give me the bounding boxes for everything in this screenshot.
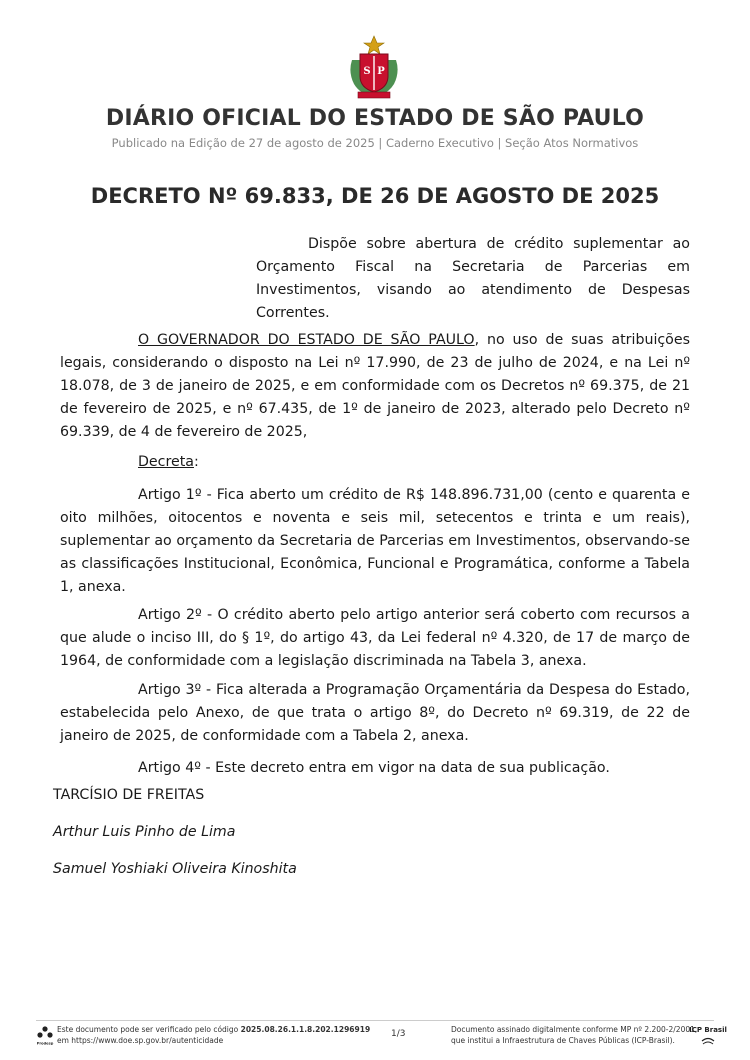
emblem-letter-s: S [363,66,371,77]
signed-line-1: Documento assinado digitalmente conforme MP nº 2.200-2/2001, [451,1025,698,1034]
verify-code: 2025.08.26.1.1.8.202.1296919 [240,1025,371,1034]
icp-brasil-logo-icon [689,1023,727,1047]
verify-url[interactable]: em https://www.doe.sp.gov.br/autenticidade [57,1036,224,1045]
page-number: 1/3 [391,1029,406,1039]
preamble-text: , no uso de suas atribuições legais, considerando o disposto na Lei nº 17.990, de 23 de julho de 2024, e na Lei nº 18.078, de 3 de janeiro de 2025, e em conformidade com os Decretos nº 69.375, de 21 de fevereiro de 2025, e nº 67.435, de 1º de janeiro de 2023, alterado pelo Decreto nº 69.339, de 4 de fevereiro de 2025, [60,332,690,440]
article-3 [60,679,690,748]
decree-title: DECRETO Nº 69.833, DE 26 DE AGOSTO DE 2025 [90,184,660,208]
signature-note [451,1024,699,1046]
sao-paulo-coat-of-arms-icon [344,34,404,102]
decreta-word: Decreta [138,454,194,470]
decree-summary [256,233,690,325]
article-4-text: Artigo 4º - Este decreto entra em vigor na data de sua publicação. [138,760,610,776]
preamble [60,329,690,444]
verification-note [57,1024,377,1046]
footer-divider [36,1020,714,1021]
verify-prefix: Este documento pode ser verificado pelo código [57,1025,241,1034]
article-4 [60,757,690,780]
prodesp-logo-text: Prodesp [36,1041,54,1046]
governor-signature: TARCÍSIO DE FREITAS [53,787,205,803]
decreta-line [138,454,199,470]
governor-heading: O GOVERNADOR DO ESTADO DE SÃO PAULO [138,332,475,348]
signed-line-2: que institui a Infraestrutura de Chaves Públicas (ICP-Brasil). [451,1036,675,1045]
minister-signature-1: Arthur Luis Pinho de Lima [53,824,236,840]
decreta-colon: : [193,454,199,470]
newspaper-title: DIÁRIO OFICIAL DO ESTADO DE SÃO PAULO [105,106,645,131]
article-2 [60,604,690,673]
minister-signature-2: Samuel Yoshiaki Oliveira Kinoshita [53,861,297,877]
icp-logo-text: ICP Brasil [689,1026,727,1034]
emblem-letter-p: P [377,66,385,77]
article-3-text: Artigo 3º - Fica alterada a Programação Orçamentária da Despesa do Estado, estabelecida pelo Anexo, de que trata o artigo 8º, do Decreto nº 69.319, de 22 de janeiro de 2025, de conformidade com a Tabela 2, anexa. [60,682,690,744]
article-2-text: Artigo 2º - O crédito aberto pelo artigo anterior será coberto com recursos a que alude o inciso III, do § 1º, do artigo 43, da Lei federal nº 4.320, de 17 de março de 1964, de conformidade com a legislação discriminada na Tabela 3, anexa. [60,607,690,669]
prodesp-logo-icon [36,1024,54,1046]
publication-info: Publicado na Edição de 27 de agosto de 2025 | Caderno Executivo | Seção Atos Normativos [111,136,639,150]
summary-text: Dispõe sobre abertura de crédito suplementar ao Orçamento Fiscal na Secretaria de Parcerias em Investimentos, visando ao atendimento de Despesas Correntes. [256,236,690,321]
article-1-text: Artigo 1º - Fica aberto um crédito de R$ 148.896.731,00 (cento e quarenta e oito milhões, oitocentos e noventa e seis mil, setecentos e trinta e um reais), suplementar ao orçamento da Secretaria de Parcerias em Investimentos, observando-se as classificações Institucional, Econômica, Funcional e Programática, conforme a Tabela 1, anexa. [60,487,690,595]
article-1 [60,484,690,599]
